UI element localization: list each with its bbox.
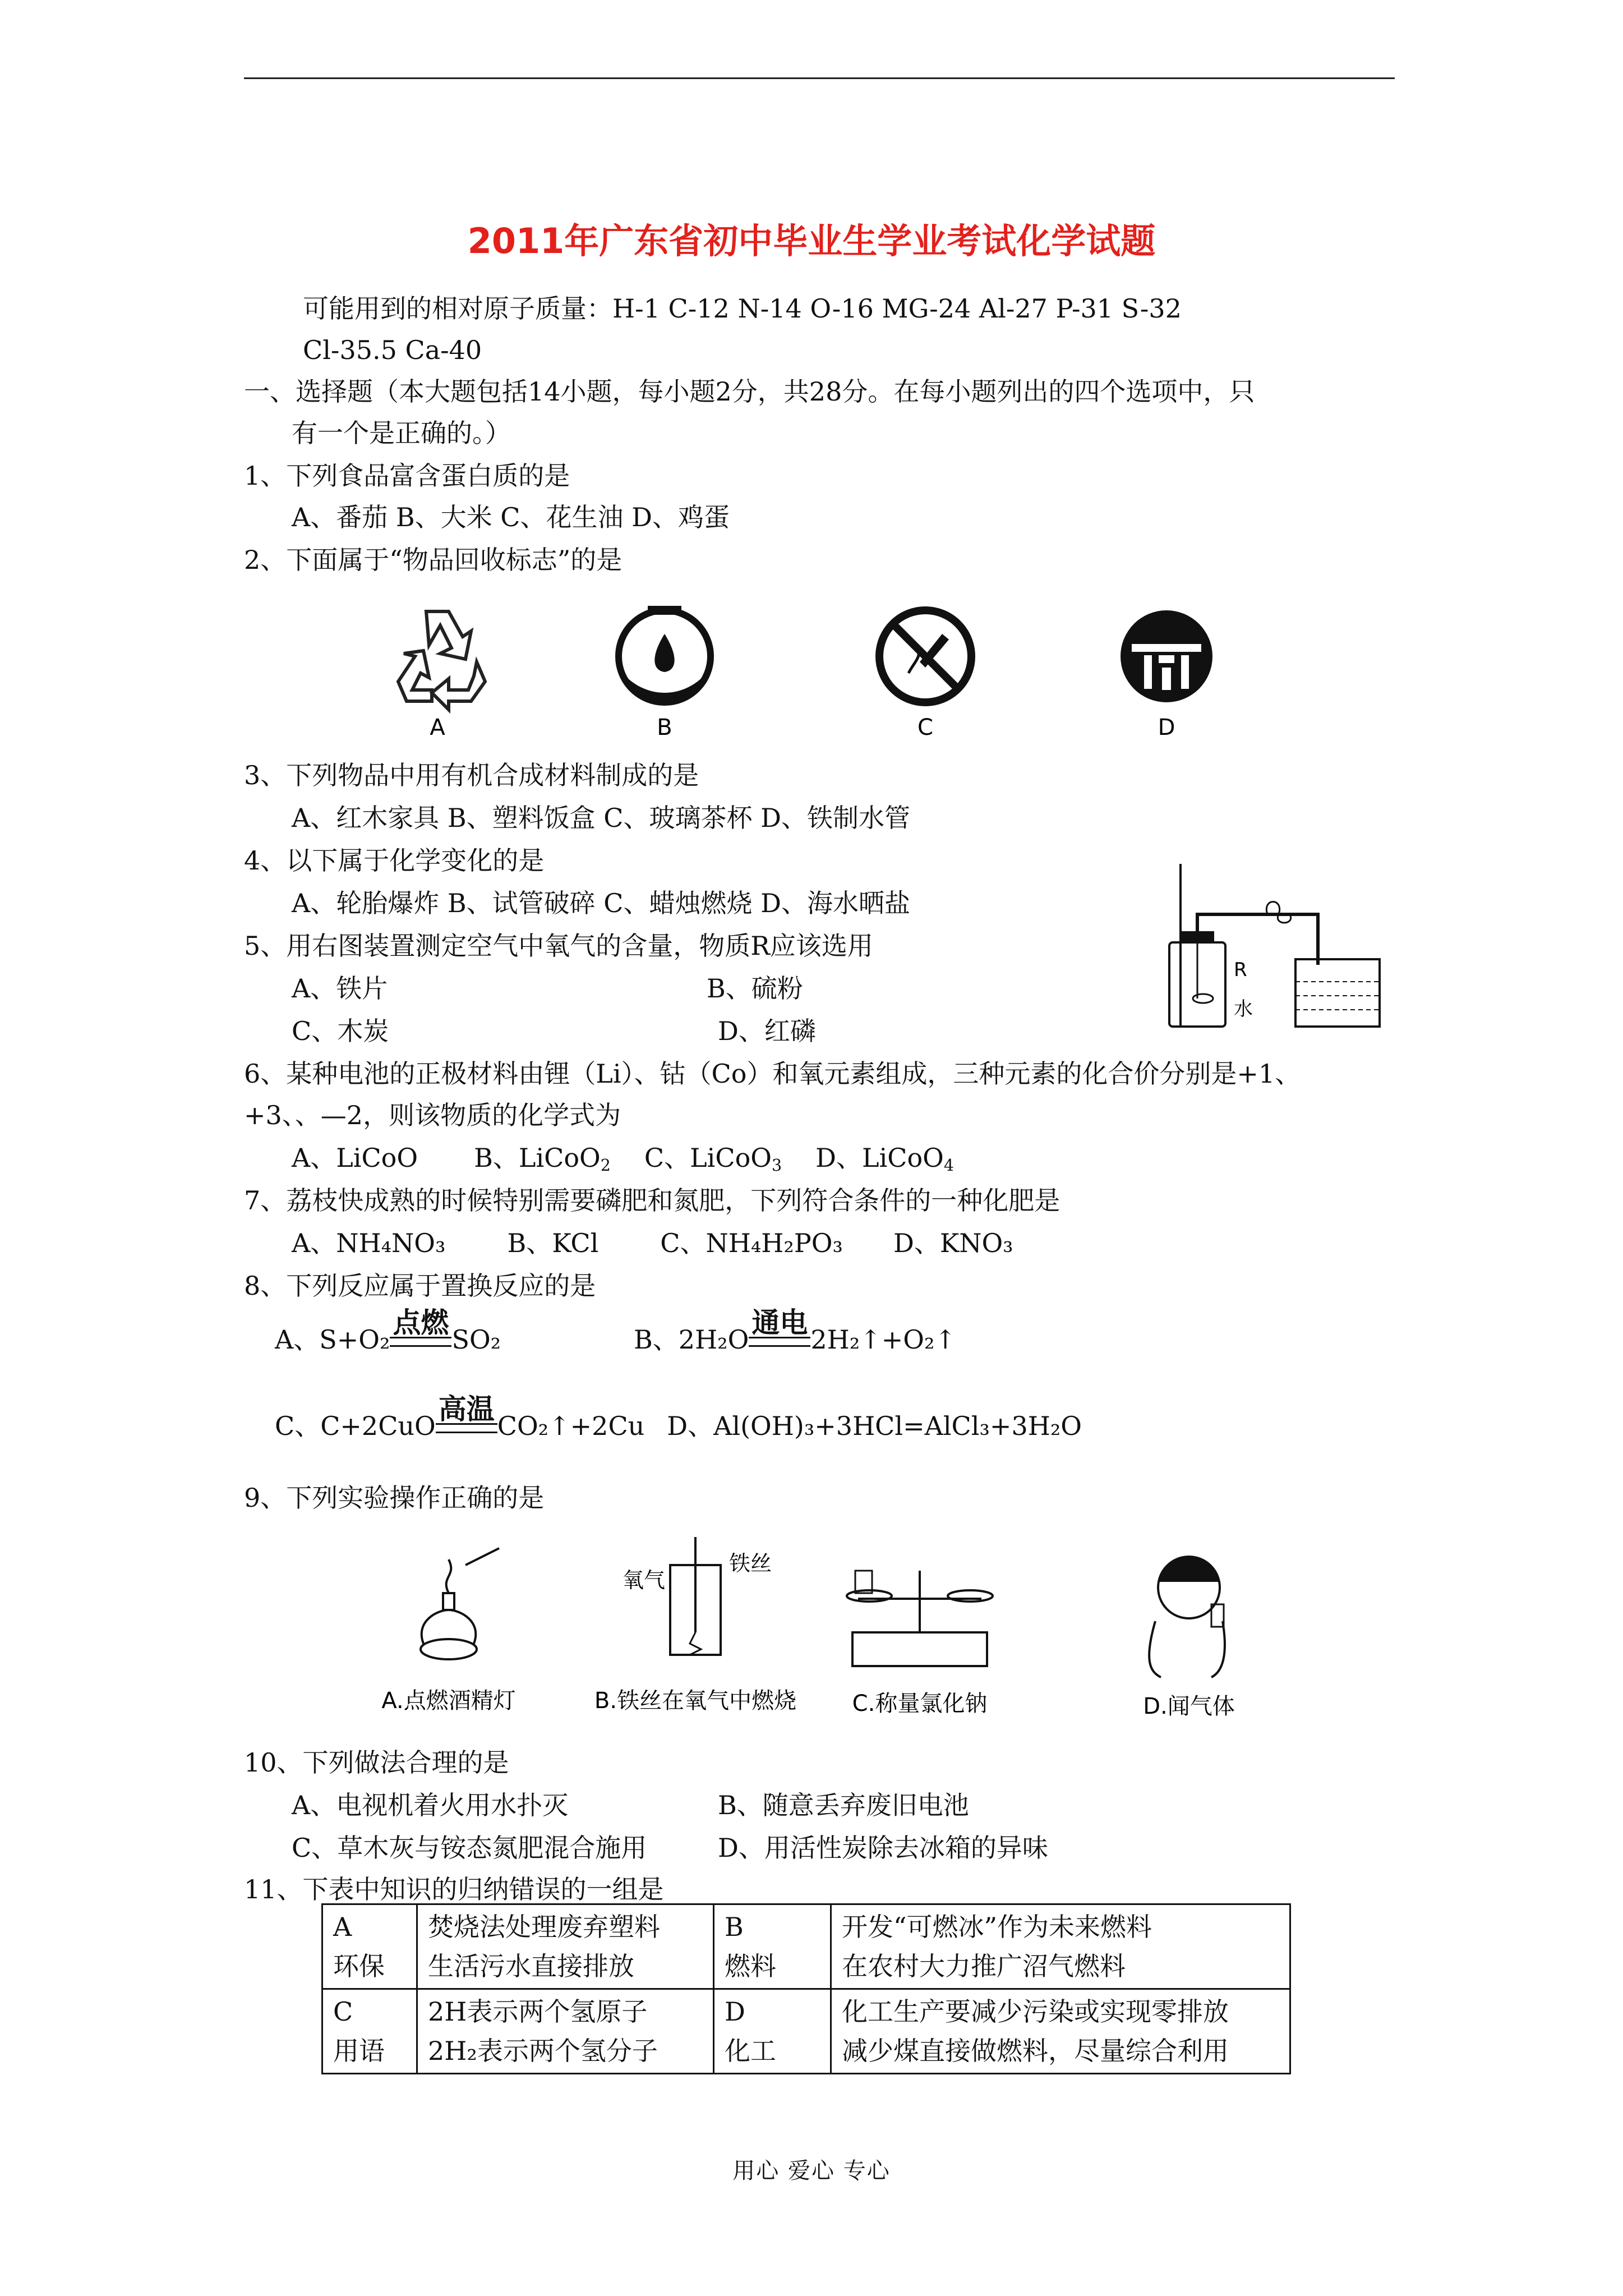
q7-option-a: A、NH₄NO₃ xyxy=(292,1228,446,1258)
q8-option-a xyxy=(275,1306,501,1356)
q8-option-d: D、Al(OH)₃+3HCl=AlCl₃+3H₂O xyxy=(667,1411,1082,1441)
q6-option-d-subscript: 4 xyxy=(943,1156,955,1175)
no-smoking-symbol-icon xyxy=(879,610,971,702)
question-10-option-d: D、用活性炭除去冰箱的异味 xyxy=(718,1833,1048,1863)
question-5-option-c: C、木炭 xyxy=(292,1016,389,1046)
question-5-option-b: B、硫粉 xyxy=(707,973,803,1004)
q6-option-b: B、LiCoO xyxy=(474,1143,601,1173)
student-smelling-icon xyxy=(1149,1557,1225,1677)
table-cell: C 用语 xyxy=(322,1989,417,2074)
oxygen-jar-icon xyxy=(670,1537,721,1655)
question-5-option-a: A、铁片 xyxy=(292,973,388,1004)
q8-a-products: SO₂ xyxy=(451,1324,501,1355)
question-10-option-c: C、草木灰与铵态氮肥混合施用 xyxy=(292,1833,647,1863)
q7-option-b: B、KCl xyxy=(507,1228,599,1258)
question-6-options xyxy=(292,1141,954,1182)
apparatus-label-r: R xyxy=(1234,959,1247,981)
page-footer: 用心 爱心 专心 xyxy=(732,2158,891,2184)
question-3: 3、下列物品中用有机合成材料制成的是 xyxy=(244,760,699,790)
question-1: 1、下列食品富含蛋白质的是 xyxy=(244,461,570,491)
page-title: 2011年广东省初中毕业生学业考试化学试题 xyxy=(467,220,1156,261)
q8-option-c xyxy=(275,1393,1082,1443)
alcohol-lamp-icon xyxy=(421,1548,499,1659)
caption-c: C.称量氯化钠 xyxy=(852,1691,988,1717)
question-4: 4、以下属于化学变化的是 xyxy=(244,845,545,876)
question-10-option-b: B、随意丢弃废旧电池 xyxy=(718,1790,969,1820)
lab-operations-figure xyxy=(359,1531,1279,1717)
apparatus-label-water: 水 xyxy=(1234,998,1253,1020)
question-6: 6、某种电池的正极材料由锂（Li）、钴（Co）和氧元素组成，三种元素的化合价分别是+1、 xyxy=(244,1059,1301,1089)
oxygen-apparatus-figure xyxy=(1150,858,1402,1043)
balance-scale-icon xyxy=(847,1571,993,1666)
q8-a-condition: 点燃 xyxy=(393,1306,449,1339)
q7-option-c: C、NH₄H₂PO₃ xyxy=(660,1228,843,1258)
question-11: 11、下表中知识的归纳错误的一组是 xyxy=(244,1874,664,1904)
recycle-symbol-icon xyxy=(398,611,485,710)
question-2: 2、下面属于“物品回收标志”的是 xyxy=(244,545,623,575)
q6-option-c: C、LiCoO xyxy=(644,1143,772,1173)
table-cell: 化工生产要减少污染或实现零排放 减少煤直接做燃料，尽量综合利用 xyxy=(831,1989,1290,2074)
caption-d: D.闻气体 xyxy=(1143,1694,1235,1717)
question-4-options: A、轮胎爆炸 B、试管破碎 C、蜡烛燃烧 D、海水晒盐 xyxy=(292,888,910,918)
table-cell: 开发“可燃冰”作为未来燃料 在农村大力推广沼气燃料 xyxy=(831,1904,1290,1989)
question-8: 8、下列反应属于置换反应的是 xyxy=(244,1271,596,1301)
question-5: 5、用右图装置测定空气中氧气的含量，物质R应该选用 xyxy=(244,931,873,961)
question-10-option-a: A、电视机着火用水扑灭 xyxy=(292,1790,569,1820)
table-cell: B 燃料 xyxy=(714,1904,831,1989)
question-9: 9、下列实验操作正确的是 xyxy=(244,1483,545,1513)
question-5-option-d: D、红磷 xyxy=(718,1016,816,1046)
q2-label-a: A xyxy=(430,715,445,740)
question-3-options: A、红木家具 B、塑料饭盒 C、玻璃茶杯 D、铁制水管 xyxy=(292,803,910,833)
q8-c-products: CO₂↑+2Cu xyxy=(497,1411,645,1441)
label-iron-wire: 铁丝 xyxy=(729,1551,772,1576)
question-10: 10、下列做法合理的是 xyxy=(244,1747,509,1778)
q2-label-d: D xyxy=(1158,715,1175,740)
section-heading-cont: 有一个是正确的。） xyxy=(292,418,511,448)
caption-a: A.点燃酒精灯 xyxy=(381,1688,516,1714)
q8-b-reactants: B、2H₂O xyxy=(634,1324,749,1355)
question-6-cont: +3、、—2，则该物质的化学式为 xyxy=(244,1100,621,1130)
caption-b: B.铁丝在氧气中燃烧 xyxy=(594,1688,797,1714)
question-7: 7、荔枝快成熟的时候特别需要磷肥和氮肥，下列符合条件的一种化肥是 xyxy=(244,1185,1061,1216)
water-drop-symbol-icon xyxy=(619,606,711,702)
table-cell: 焚烧法处理废弃塑料 生活污水直接排放 xyxy=(417,1904,714,1989)
q6-option-b-subscript: 2 xyxy=(600,1156,611,1175)
q8-b-products: 2H₂↑+O₂↑ xyxy=(810,1324,956,1355)
table-row xyxy=(322,1989,1290,2074)
q7-option-d: D、KNO₃ xyxy=(893,1228,1013,1258)
section-heading: 一、选择题（本大题包括14小题，每小题2分，共28分。在每小题列出的四个选项中，只 xyxy=(244,376,1255,407)
q6-option-c-subscript: 3 xyxy=(771,1156,782,1175)
recycle-signs-figure xyxy=(381,595,1256,740)
atomic-mass-line: 可能用到的相对原子质量：H-1 C-12 N-14 O-16 MG-24 Al-27 P-31 S-32 xyxy=(303,293,1182,324)
table-cell: A 环保 xyxy=(322,1904,417,1989)
q8-c-reactants: C、C+2CuO xyxy=(275,1411,436,1441)
table-cell: 2H表示两个氢原子 2H₂表示两个氢分子 xyxy=(417,1989,714,2074)
q8-b-condition: 通电 xyxy=(751,1306,808,1339)
knowledge-table xyxy=(321,1903,1291,2074)
atomic-mass-line-2: Cl-35.5 Ca-40 xyxy=(303,335,482,365)
q2-label-b: B xyxy=(657,715,672,740)
table-cell: D 化工 xyxy=(714,1989,831,2074)
question-1-options: A、番茄 B、大米 C、花生油 D、鸡蛋 xyxy=(292,502,730,532)
table-row xyxy=(322,1904,1290,1989)
q8-c-condition: 高温 xyxy=(438,1393,495,1425)
q2-label-c: C xyxy=(917,715,933,740)
q8-a-reactants: A、S+O₂ xyxy=(275,1324,390,1355)
energy-saving-symbol-icon xyxy=(1121,610,1212,702)
q6-option-d: D、LiCoO xyxy=(815,1143,944,1173)
question-7-options xyxy=(292,1226,1013,1260)
q6-option-a: A、LiCoO xyxy=(292,1143,418,1173)
label-oxygen: 氧气 xyxy=(623,1568,666,1593)
q8-option-b xyxy=(634,1306,956,1356)
header-rule xyxy=(244,77,1395,79)
